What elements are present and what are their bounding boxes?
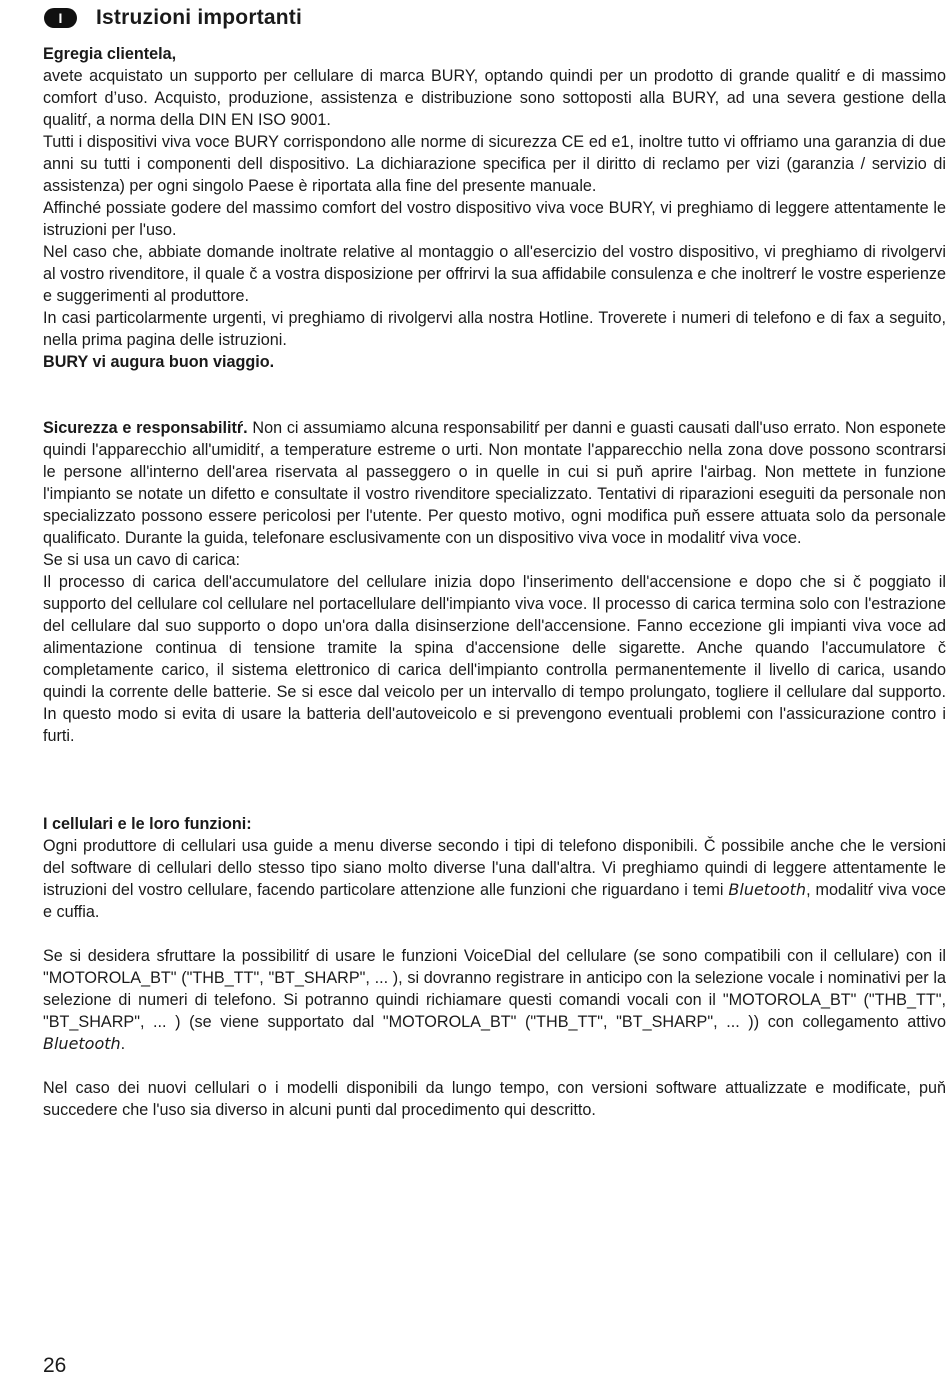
phones-p2-text: Se si desidera sfruttare la possibilitŕ di usare le funzioni VoiceDial del cellulare (se sono compatibili con il cellulare) con il "MOTOROLA_BT" ("THB_TT", "BT_SHARP", ... ), si dovranno registrare in anticipo con la selezione vocale i nominativi per la selezione di numeri di telefono. Si potranno quindi richiamare questi comandi vocali con il "MOTOROLA_BT" ("THB_TT", "BT_SHARP", ... ) (se viene supportato dal "MOTOROLA_BT" ("THB_TT", "BT_SHARP", ... )) con collegamento attivo bbox=[43, 947, 946, 1031]
intro-paragraph-1: avete acquistato un supporto per cellulare di marca BURY, optando quindi per un prodotto di grande qualitŕ e di massimo comfort d’uso. Acquisto, produzione, assistenza e distribuzione sono sottoposti alla BURY, ad una severa gestione della qualitŕ, a norma della DIN EN ISO 9001. bbox=[43, 67, 946, 129]
phones-p2-tail: . bbox=[120, 1035, 126, 1053]
phones-section bbox=[43, 813, 946, 1121]
spacer bbox=[43, 1055, 946, 1077]
page-header bbox=[44, 3, 302, 33]
page-number: 26 bbox=[43, 1354, 67, 1377]
intro-paragraph-2: Tutti i dispositivi viva voce BURY corrispondono alle norme di sicurezza CE ed e1, inoltre tutto vi offriamo una garanzia di due anni su tutti i componenti dell dispositivo. La dichiarazione specifica per il diritto di reclamo per vizi (garanzia / servizio di assistenza) per ogni singolo Paese è riportata alla fine del presente manuale. bbox=[43, 133, 946, 195]
phones-paragraph-2 bbox=[43, 945, 946, 1055]
greeting: Egregia clientela, bbox=[43, 45, 177, 63]
language-badge: I bbox=[44, 8, 77, 28]
page-title: Istruzioni importanti bbox=[96, 6, 303, 29]
spacer bbox=[43, 923, 946, 945]
safety-heading: Sicurezza e responsabilitŕ. bbox=[43, 419, 248, 437]
phones-heading: I cellulari e le loro funzioni: bbox=[43, 815, 252, 833]
phones-paragraph-1 bbox=[43, 835, 946, 923]
phones-p1-tail: , modalitŕ viva voce e cuffia. bbox=[43, 881, 946, 921]
intro-paragraph-4: Nel caso che, abbiate domande inoltrate relative al montaggio o all'esercizio del vostro dispositivo, vi preghiamo di rivolgervi al vostro rivenditore, il quale č a vostra disposizione per offrirvi la sua affidabile consulenza e che inoltrerŕ le vostre esperienze e suggerimenti al produttore. bbox=[43, 243, 946, 305]
safety-paragraph-3: Il processo di carica dell'accumulatore del cellulare inizia dopo l'inserimento dell'accensione e dopo che si č poggiato il supporto del cellulare col cellulare nel portacellulare dell'impianto viva voce. Il processo di carica termina solo con l'estrazione del cellulare dal suo supporto o dopo un'ora dalla disinserzione dell'accensione. Fanno eccezione gli impianti viva voce ad alimentazione continua di tensione tramite la spina d'accensione delle sigarette. Anche quando l'accumulatore č completamente carico, il sistema elettronico di carica dell'impianto controlla permanentemente il livello di carica, usando quindi la corrente delle batterie. Se si esce dal veicolo per un intervallo di tempo prolungato, togliere il cellulare dal supporto. In questo modo si evita di usare la batteria dell'autoveicolo e si prevengono eventuali problemi con l'assicurazione contro i furti. bbox=[43, 573, 946, 745]
safety-paragraph-1 bbox=[43, 417, 946, 549]
phones-p1-text: Ogni produttore di cellulari usa guide a menu diverse secondo i tipi di telefono disponibili. Č possibile anche che le versioni del software di cellulari dello stesso tipo siano molto diverse l'una dall'altra. Vi preghiamo quindi di leggere attentamente le istruzioni del vostro cellulare, facendo particolare attenzione alle funzioni che riguardano i temi bbox=[43, 837, 946, 899]
phones-paragraph-3: Nel caso dei nuovi cellulari o i modelli disponibili da lungo tempo, con versioni software attualizzate e modificate, puň succedere che l'uso sia diverso in alcuni punti dal procedimento qui descritto. bbox=[43, 1079, 946, 1119]
bluetooth-term: Bluetooth bbox=[728, 880, 807, 899]
intro-paragraph-3: Affinché possiate godere del massimo comfort del vostro dispositivo viva voce BURY, vi preghiamo di leggere attentamente le istruzioni per l'uso. bbox=[43, 199, 946, 239]
bluetooth-term: Bluetooth bbox=[43, 1034, 121, 1053]
safety-text: Non ci assumiamo alcuna responsabilitŕ per danni e guasti causati dall'uso errato. Non esponete quindi l'apparecchio all'umiditŕ, a temperature estreme o urti. Non montate l'apparecchio nella zona dove possono scontrarsi le persone all'interno dell'area riservata al passeggero o in quelle in cui si puň aprire l'airbag. Non mettete in funzione l'impianto se notate un difetto e consultate il vostro rivenditore specializzato. Tentativi di riparazioni eseguiti da personale non specializzato possono essere pericolosi per l'utente. Per questo motivo, ogni modifica puň essere attuata solo da personale qualificato. Durante la guida, telefonare esclusivamente con un dispositivo viva voce in modalitŕ viva voce. bbox=[43, 419, 946, 547]
safety-paragraph-2: Se si usa un cavo di carica: bbox=[43, 551, 241, 569]
intro-paragraph-5: In casi particolarmente urgenti, vi preghiamo di rivolgervi alla nostra Hotline. Troverete i numeri di telefono e di fax a seguito, nella prima pagina delle istruzioni. bbox=[43, 309, 946, 349]
closing-line: BURY vi augura buon viaggio. bbox=[43, 353, 275, 371]
safety-section bbox=[43, 417, 946, 747]
intro-section bbox=[43, 43, 946, 373]
